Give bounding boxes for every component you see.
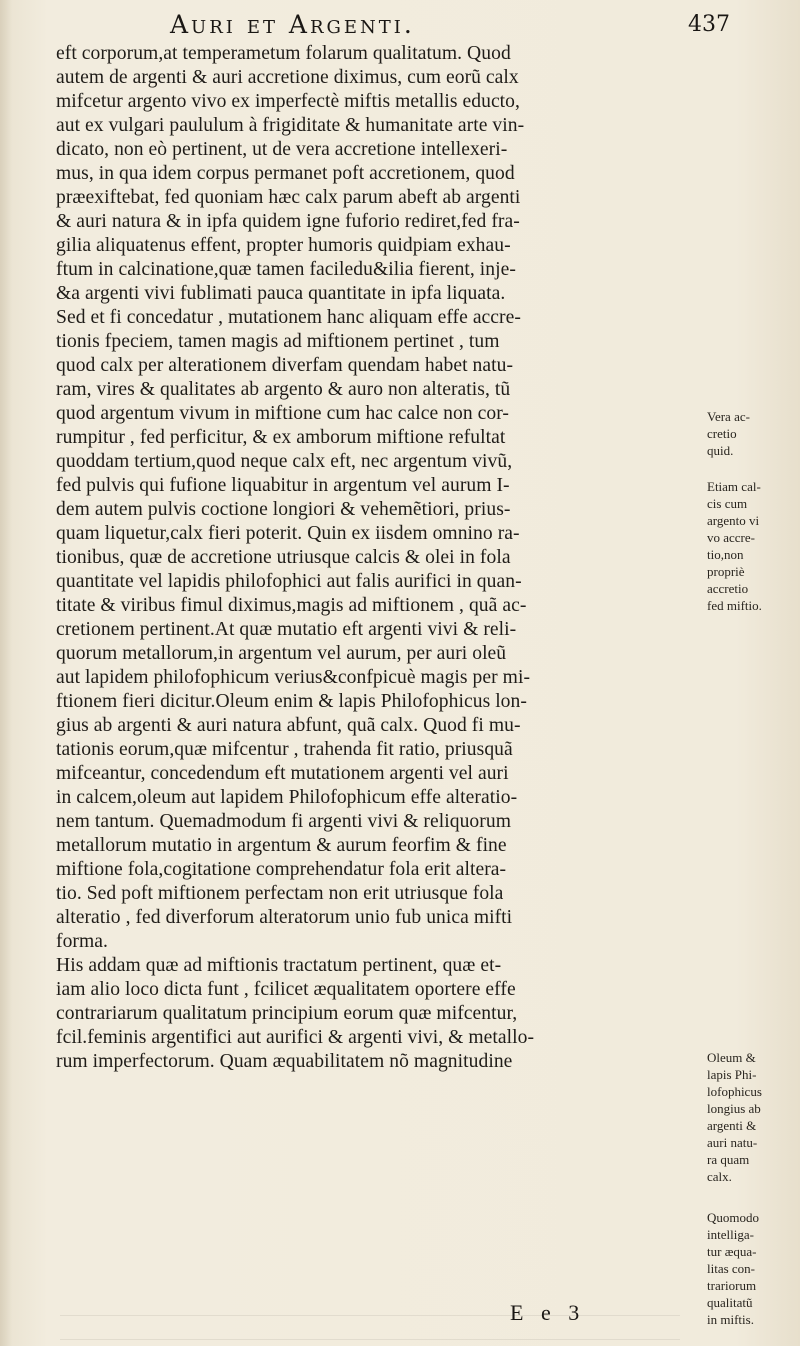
margin-note-line: tur æqua-: [707, 1244, 757, 1259]
text-line: mus, in qua idem corpus permanet poft accretionem, quod: [56, 163, 515, 184]
margin-note-vera-accretio: [707, 408, 797, 459]
text-line: Sed et fi concedatur , mutationem hanc aliquam effe accre-: [56, 307, 521, 328]
margin-note-line: Quomodo: [707, 1210, 759, 1225]
text-line: His addam quæ ad miftionis tractatum pertinent, quæ et-: [56, 955, 502, 976]
text-line: ftum in calcinatione,quæ tamen faciledu&ilia fierent, inje-: [56, 259, 516, 280]
margin-note-line: lofophicus: [707, 1084, 762, 1099]
margin-note-line: Oleum &: [707, 1050, 756, 1065]
text-line: quantitate vel lapidis philofophici aut falis aurifici in quan-: [56, 571, 522, 592]
margin-note-quomodo: [707, 1209, 797, 1328]
margin-note-line: longius ab: [707, 1101, 761, 1116]
text-line: præexiftebat, fed quoniam hæc calx parum abeft ab argenti: [56, 187, 521, 208]
margin-note-line: calx.: [707, 1169, 732, 1184]
margin-note-line: cretio: [707, 426, 737, 441]
margin-note-line: accretio: [707, 581, 749, 596]
text-line: miftione fola,cogitatione comprehendatur fola erit altera-: [56, 859, 507, 880]
margin-note-line: propriè: [707, 564, 745, 579]
text-line: & auri natura & in ipfa quidem igne fuforio rediret,fed fra-: [56, 211, 520, 232]
text-line: tationis eorum,quæ mifcentur , trahenda fit ratio, priusquã: [56, 739, 513, 760]
page-header: [170, 10, 730, 44]
text-line: cretionem pertinent.At quæ mutatio eft argenti vivi & reli-: [56, 619, 517, 640]
text-line: iam alio loco dicta funt , fcilicet æqualitatem oportere effe: [56, 979, 516, 1000]
text-line: rumpitur , fed perficitur, & ex amborum miftione refultat: [56, 427, 506, 448]
margin-note-line: argenti &: [707, 1118, 757, 1133]
text-line: &a argenti vivi fublimati pauca quantitate in ipfa liquata.: [56, 283, 506, 304]
text-line: nem tantum. Quemadmodum fi argenti vivi & reliquorum: [56, 811, 511, 832]
text-line: fcil.feminis argentifici aut aurifici & argenti vivi, & metallo-: [56, 1027, 535, 1048]
text-line: in calcem,oleum aut lapidem Philofophicum effe alteratio-: [56, 787, 518, 808]
text-line: metallorum mutatio in argentum & aurum feorfim & fine: [56, 835, 507, 856]
text-line: gius ab argenti & auri natura abfunt, quã calx. Quod fi mu-: [56, 715, 521, 736]
text-line: tionibus, quæ de accretione utriusque calcis & olei in fola: [56, 547, 511, 568]
text-line: forma.: [56, 931, 108, 952]
text-line: quod calx per alterationem diverfam quendam habet natu-: [56, 355, 514, 376]
text-line: alteratio , fed diverforum alteratorum unio fub unica mifti: [56, 907, 513, 928]
text-line: fed pulvis qui fufione liquabitur in argentum vel aurum I-: [56, 475, 510, 496]
margin-note-line: vo accre-: [707, 530, 755, 545]
margin-note-line: in miftis.: [707, 1312, 754, 1327]
margin-note-line: litas con-: [707, 1261, 756, 1276]
text-line: mifcetur argento vivo ex imperfectè miftis metallis educto,: [56, 91, 520, 112]
text-line: dem autem pulvis coctione longiori & vehemẽtiori, prius-: [56, 499, 511, 520]
text-line: quoddam tertium,quod neque calx eft, nec argentum vivũ,: [56, 451, 513, 472]
text-line: aut lapidem philofophicum verius&confpicuè magis per mi-: [56, 667, 531, 688]
text-line: gilia aliquatenus effent, propter humoris quidpiam exhau-: [56, 235, 511, 256]
margin-note-line: tio,non: [707, 547, 744, 562]
text-line: contrariarum qualitatum principium eorum quæ mifcentur,: [56, 1003, 518, 1024]
margin-note-line: Etiam cal-: [707, 479, 761, 494]
margin-note-line: argento vi: [707, 513, 760, 528]
margin-note-line: Vera ac-: [707, 409, 750, 424]
margin-note-line: fed miftio.: [707, 598, 762, 613]
running-title: Auri et Argenti.: [170, 10, 415, 39]
signature-mark: E e 3: [510, 1300, 586, 1325]
text-line: dicato, non eò pertinent, ut de vera accretione intellexeri-: [56, 139, 508, 160]
main-text-block: [56, 42, 688, 1074]
margin-note-line: auri natu-: [707, 1135, 758, 1150]
margin-note-line: qualitatũ: [707, 1295, 753, 1310]
margin-note-line: quid.: [707, 443, 734, 458]
text-line: quam liquetur,calx fieri poterit. Quin ex iisdem omnino ra-: [56, 523, 520, 544]
page-number: 437: [688, 12, 730, 37]
margin-note-etiam-calcis: [707, 478, 797, 614]
text-line: autem de argenti & auri accretione diximus, cum eorũ calx: [56, 67, 519, 88]
text-line: ram, vires & qualitates ab argento & auro non alteratis, tũ: [56, 379, 511, 400]
margin-note-line: intelliga-: [707, 1227, 754, 1242]
margin-note-line: ra quam: [707, 1152, 750, 1167]
show-through-bleed: [60, 1300, 680, 1340]
text-line: quorum metallorum,in argentum vel aurum, per auri oleũ: [56, 643, 507, 664]
text-line: tionis fpeciem, tamen magis ad miftionem pertinet , tum: [56, 331, 500, 352]
margin-note-line: lapis Phi-: [707, 1067, 757, 1082]
text-line: rum imperfectorum. Quam æquabilitatem nõ magnitudine: [56, 1051, 513, 1072]
margin-note-line: cis cum: [707, 496, 748, 511]
text-line: tio. Sed poft miftionem perfectam non erit utriusque fola: [56, 883, 504, 904]
text-line: titate & viribus fimul diximus,magis ad miftionem , quã ac-: [56, 595, 527, 616]
text-line: aut ex vulgari paululum à frigiditate & humanitate arte vin-: [56, 115, 525, 136]
text-line: mifceantur, concedendum eft mutationem argenti vel auri: [56, 763, 509, 784]
text-line: quod argentum vivum in miftione cum hac calce non cor-: [56, 403, 510, 424]
text-line: eft corporum,at temperametum folarum qualitatum. Quod: [56, 43, 511, 64]
text-line: ftionem fieri dicitur.Oleum enim & lapis Philofophicus lon-: [56, 691, 527, 712]
page-gutter-shadow: [0, 0, 12, 1346]
margin-note-line: trariorum: [707, 1278, 757, 1293]
margin-note-oleum-lapis: [707, 1049, 797, 1185]
